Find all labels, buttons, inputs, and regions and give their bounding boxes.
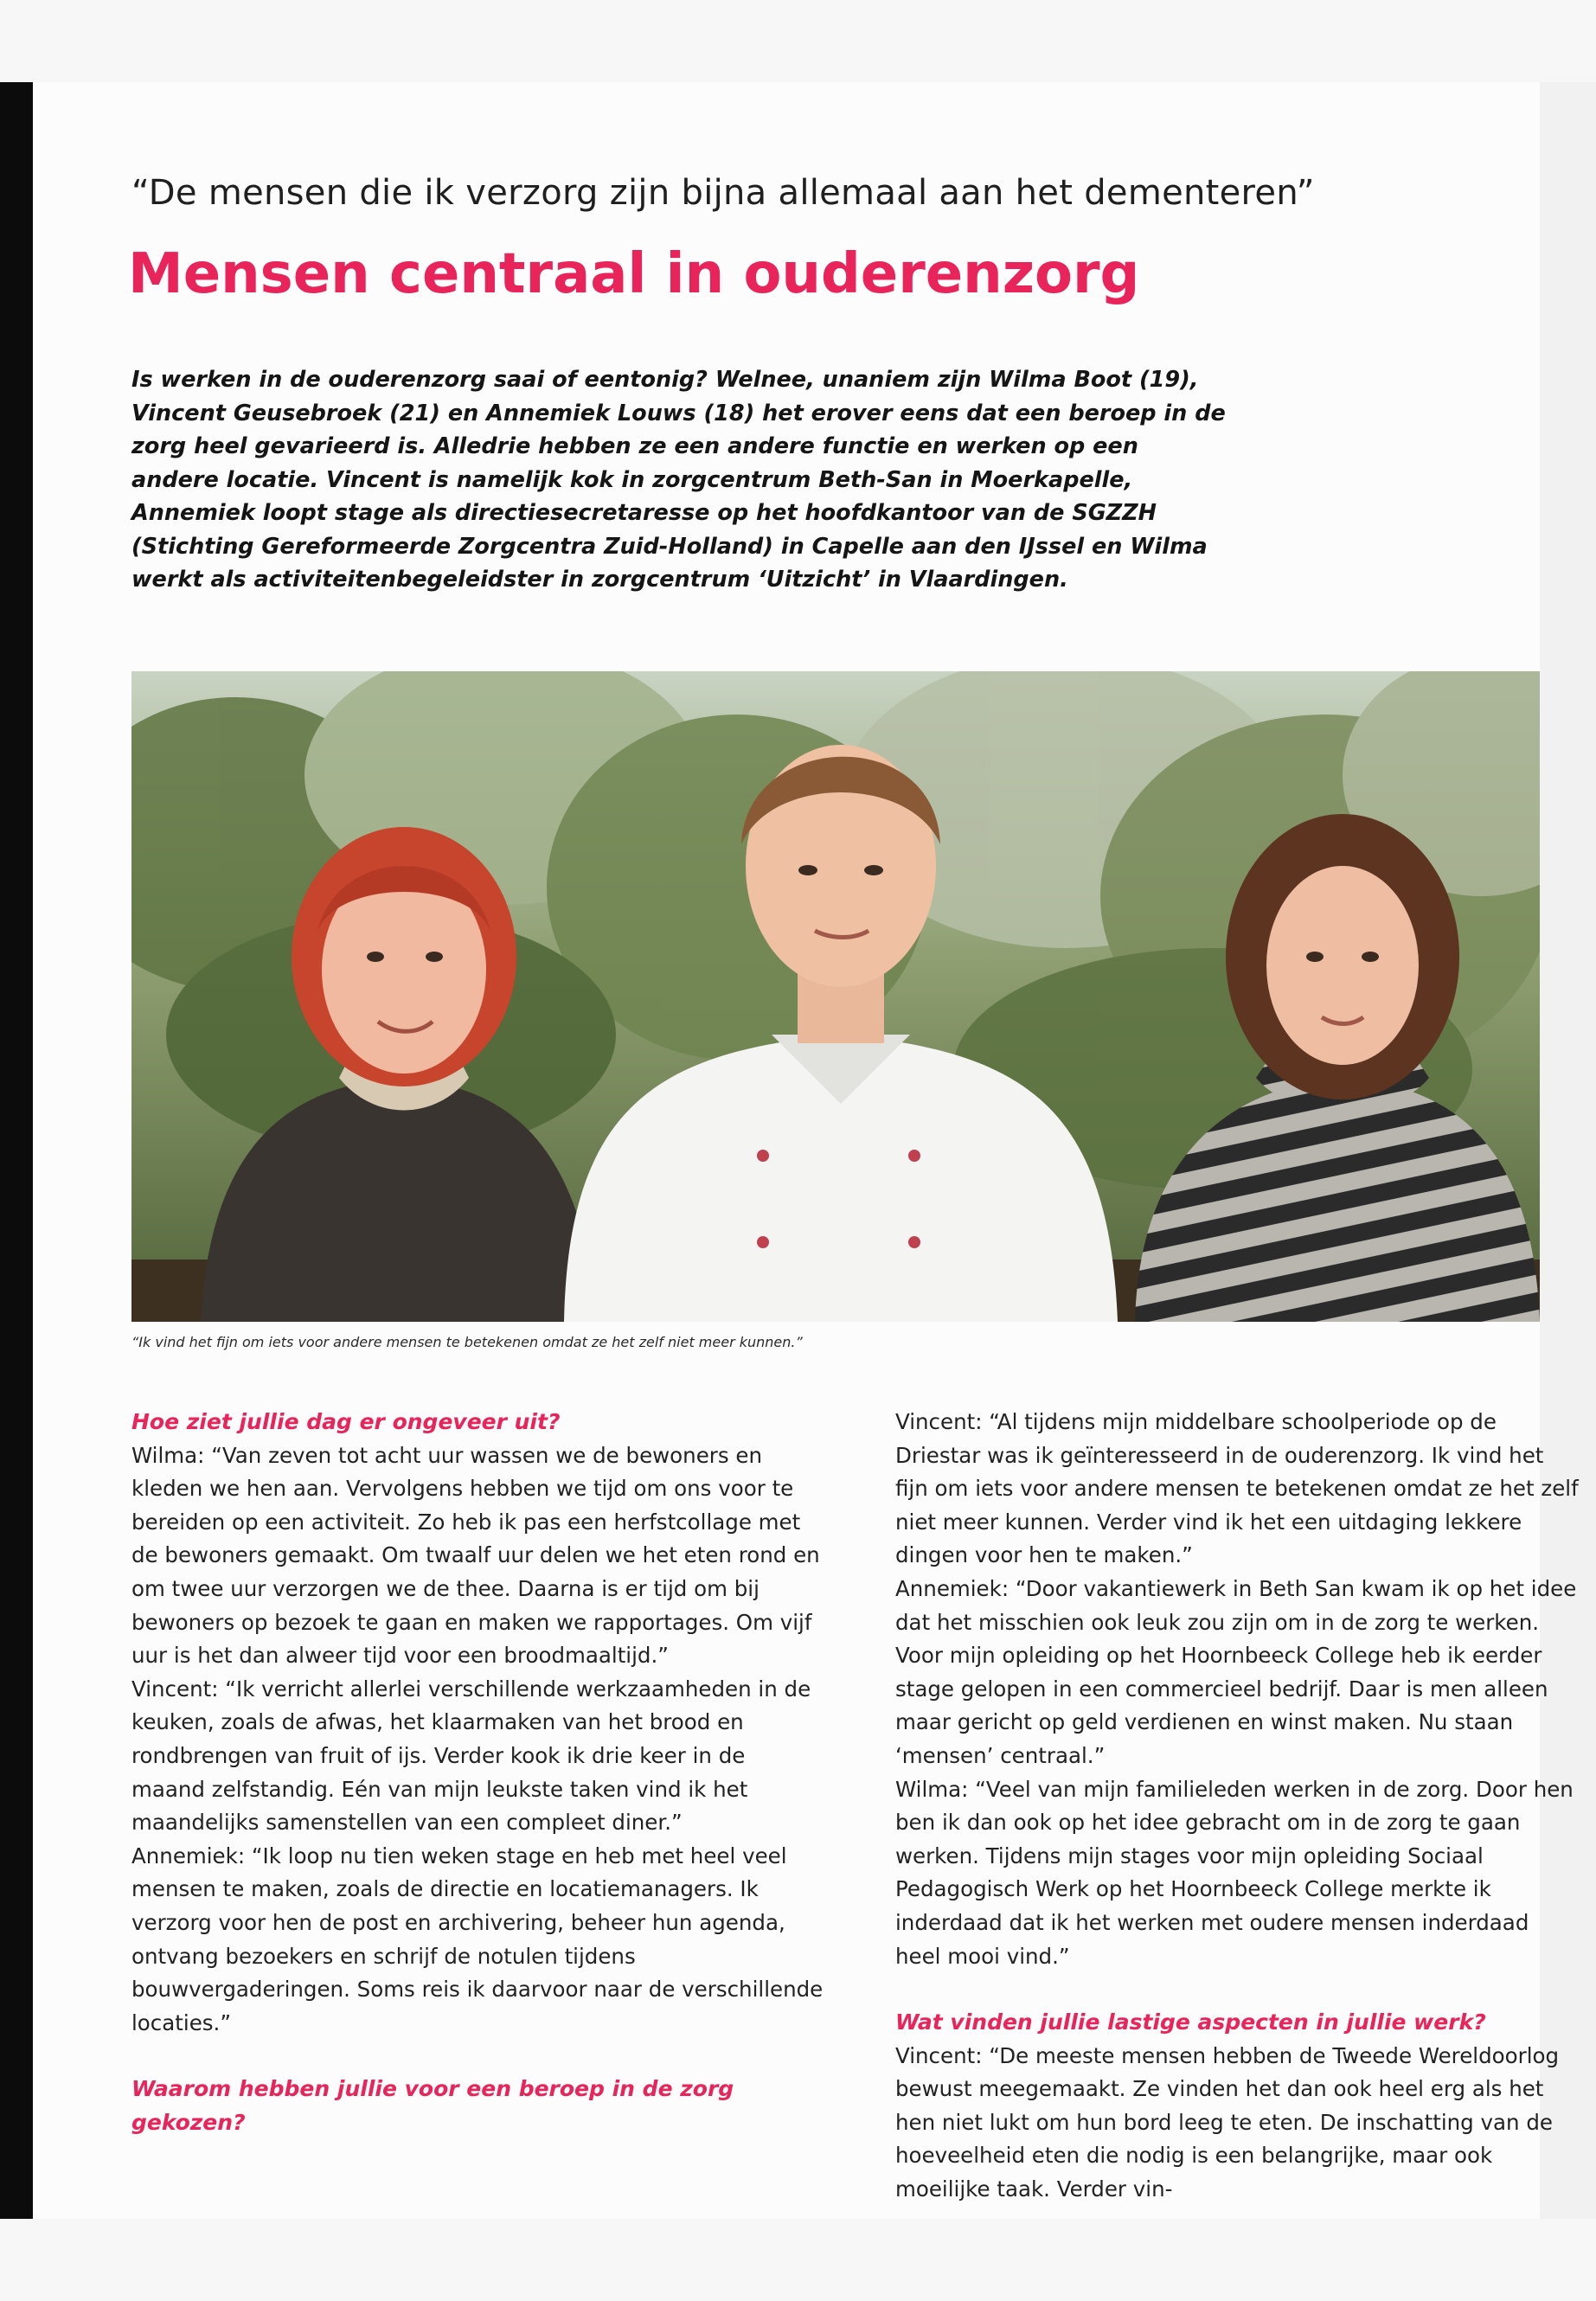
paragraph: Vincent: “Al tijdens mijn middelbare schoolperiode op de Driestar was ik geïnteresseerd in de ouderenzorg. Ik vind het fijn om iets voor andere mensen te betekenen omdat ze het zelf niet meer kunnen. Verder vind ik het een uitdaging lekkere dingen voor hen te maken.” — [895, 1409, 1579, 1568]
article-kicker: “De mensen die ik verzorg zijn bijna allemaal aan het dementeren” — [131, 173, 1315, 213]
article-photo — [131, 671, 1540, 1322]
paragraph: Annemiek: “Door vakantiewerk in Beth San kwam ik op het idee dat het misschien ook leuk zou zijn om in de zorg te werken. Voor mijn opleiding op het Hoornbeeck College heb ik eerder stage gelopen in een commercieel bedrijf. Daar is men alleen maar gericht op geld verdienen en winst maken. Nu staan ‘mensen’ centraal.” — [895, 1575, 1577, 1768]
scan-bottom-margin — [0, 2219, 1596, 2301]
paragraph: Vincent: “Ik verricht allerlei verschillende werkzaamheden in de keuken, zoals de afwas, het klaarmaken van het brood en rondbrengen van fruit of ijs. Verder kook ik drie keer in de maand zelfstandig. Eén van mijn leukste taken vind ik het maandelijks samenstellen van een compleet diner.” — [131, 1676, 811, 1836]
left-column — [131, 1406, 824, 2139]
paragraph: Wilma: “Van zeven tot acht uur wassen we de bewoners en kleden we hen aan. Vervolgens hebben we tijd om ons voor te bereiden op een activiteit. Zo heb ik pas een herfstcollage met de bewoners gemaakt. Om twaalf uur delen we het eten rond en om twee uur verzorgen we de thee. Daarna is er tijd om bij bewoners op bezoek te gaan en maken we rapportages. Om vijf uur is het dan alweer tijd voor een broodmaaltijd.” — [131, 1442, 820, 1669]
article-headline: Mensen centraal in ouderenzorg — [128, 242, 1140, 306]
section-heading: Wat vinden jullie lastige aspecten in jullie werk? — [895, 2009, 1486, 2035]
article-intro: Is werken in de ouderenzorg saai of eentonig? Welnee, unaniem zijn Wilma Boot (19), Vincent Geusebroek (21) en Annemiek Louws (18) het erover eens dat een beroep in de zorg heel gevarieerd is. Alledrie hebben ze een andere functie en werken op een andere locatie. Vincent is namelijk kok in zorgcentrum Beth-San in Moerkapelle, Annemiek loopt stage als directiesecretaresse op het hoofdkantoor van de SGZZH (Stichting Gereformeerde Zorgcentra Zuid-Holland) in Capelle aan den IJssel en Wilma werkt als activiteitenbegeleidster in zorgcentrum ‘Uitzicht’ in Vlaardingen. — [131, 367, 1226, 593]
paragraph: Wilma: “Veel van mijn familieleden werken in de zorg. Door hen ben ik dan ook op het idee gebracht om in de zorg te gaan werken. Tijdens mijn stages voor mijn opleiding Sociaal Pedagogisch Werk op het Hoornbeeck College merkte ik inderdaad dat ik het werken met oudere mensen inderdaad heel mooi vind.” — [895, 1776, 1574, 1969]
paragraph: Annemiek: “Ik loop nu tien weken stage en heb met heel veel mensen te maken, zoals de directie en locatiemanagers. Ik verzorg voor hen de post en archivering, beheer hun agenda, ontvang bezoekers en schrijf de notulen tijdens bouwvergaderingen. Soms reis ik daarvoor naar de verschillende locaties.” — [131, 1843, 824, 2035]
paragraph: Vincent: “De meeste mensen hebben de Tweede Wereldoorlog bewust meegemaakt. Ze vinden het dan ook heel erg als het hen niet lukt om hun bord leeg te eten. De inschatting van de hoeveelheid eten die nodig is een belangrijke, maar ook moeilijke taak. Verder vin- — [895, 2042, 1560, 2202]
section-heading: Waarom hebben jullie voor een beroep in de zorg gekozen? — [131, 2076, 734, 2135]
section-heading: Hoe ziet jullie dag er ongeveer uit? — [131, 1409, 561, 1434]
photo-caption: “Ik vind het fijn om iets voor andere mensen te betekenen omdat ze het zelf niet meer kunnen.” — [131, 1334, 803, 1350]
right-column — [895, 1406, 1579, 2207]
group-photo-illustration — [131, 671, 1540, 1322]
scan-top-margin — [0, 0, 1596, 82]
